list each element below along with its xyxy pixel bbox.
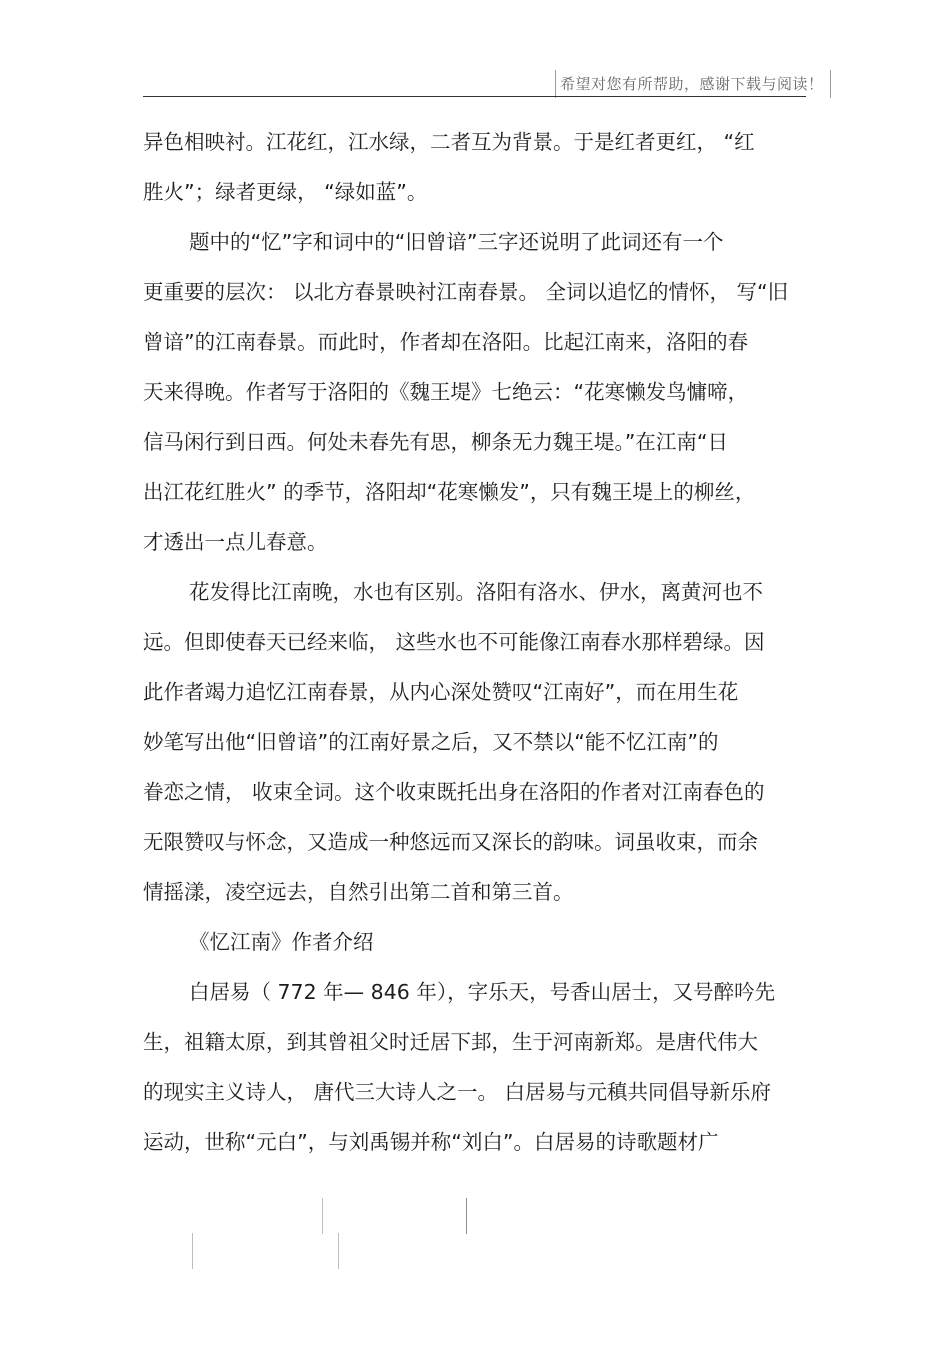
- decorative-mark: [338, 1233, 339, 1269]
- text-line: 更重要的层次： 以北方春景映衬江南春景。 全词以追忆的情怀， 写“旧: [143, 280, 789, 304]
- text-line: 运动，世称“元白”，与刘禹锡并称“刘白”。白居易的诗歌题材广: [143, 1130, 719, 1154]
- text-line: 白居易（ 772 年— 846 年），字乐天，号香山居士，又号醉吟先: [189, 980, 776, 1004]
- text-line: 远。但即使春天已经来临， 这些水也不可能像江南春水那样碧绿。因: [143, 630, 765, 654]
- text-line: 生，祖籍太原，到其曾祖父时迁居下邽，生于河南新郑。是唐代伟大: [143, 1030, 758, 1054]
- text-line: 此作者竭力追忆江南春景，从内心深处赞叹“江南好”，而在用生花: [143, 680, 739, 704]
- header-divider: [143, 96, 806, 97]
- text-line: 花发得比江南晚，水也有区别。洛阳有洛水、伊水，离黄河也不: [189, 580, 763, 604]
- text-line: 妙笔写出他“旧曾谙”的江南好景之后，又不禁以“能不忆江南”的: [143, 730, 719, 754]
- decorative-mark: [322, 1198, 323, 1234]
- header-note: 希望对您有所帮助，感谢下载与阅读！: [555, 70, 831, 98]
- text-line: 题中的“忆”字和词中的“旧曾谙”三字还说明了此词还有一个: [189, 230, 724, 254]
- text-line: 的现实主义诗人， 唐代三大诗人之一。 白居易与元稹共同倡导新乐府: [143, 1080, 772, 1104]
- text-line: 眷恋之情， 收束全词。这个收束既托出身在洛阳的作者对江南春色的: [143, 780, 765, 804]
- text-line: 天来得晚。作者写于洛阳的《魏王堤》七绝云：“花寒懒发鸟慵啼，: [143, 380, 749, 404]
- section-heading: 《忆江南》作者介绍: [189, 930, 374, 954]
- text-line: 无限赞叹与怀念，又造成一种悠远而又深长的韵味。词虽收束，而余: [143, 830, 758, 854]
- text-line: 异色相映衬。江花红，江水绿，二者互为背景。于是红者更红， “红: [143, 130, 755, 154]
- text-line: 信马闲行到日西。何处未春先有思，柳条无力魏王堤。”在江南“日: [143, 430, 728, 454]
- text-line: 情摇漾，凌空远去，自然引出第二首和第三首。: [143, 880, 574, 904]
- text-line: 才透出一点儿春意。: [143, 530, 328, 554]
- text-line: 胜火”；绿者更绿， “绿如蓝”。: [143, 180, 428, 204]
- text-line: 曾谙”的江南春景。而此时，作者却在洛阳。比起江南来，洛阳的春: [143, 330, 749, 354]
- decorative-mark: [466, 1198, 467, 1234]
- text-line: 出江花红胜火” 的季节，洛阳却“花寒懒发”，只有魏王堤上的柳丝，: [143, 480, 756, 504]
- decorative-mark: [192, 1233, 193, 1269]
